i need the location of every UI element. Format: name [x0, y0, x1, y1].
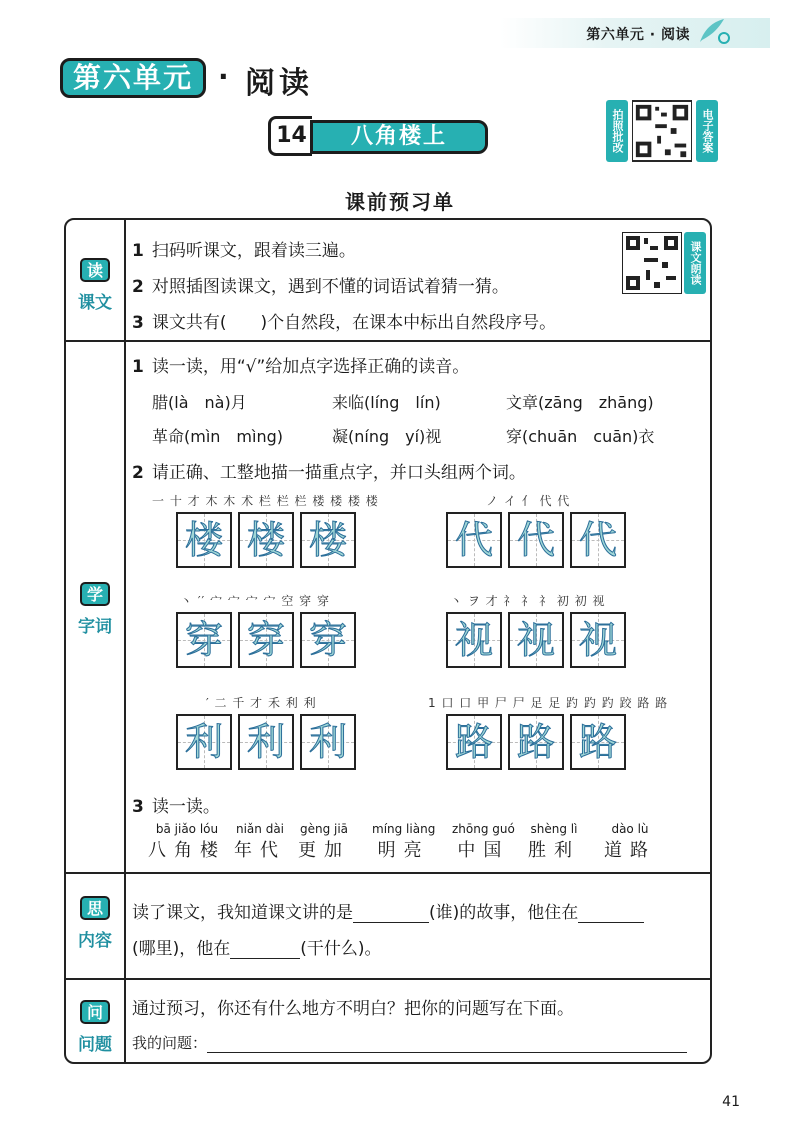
category-learn [66, 582, 124, 637]
qr-top-block[interactable] [606, 100, 718, 162]
question-prompt: 通过预习，你还有什么地方不明白？把你的问题写在下面。 [132, 999, 574, 1019]
answer-blank[interactable] [578, 922, 644, 923]
think-line-2: (哪里)，他在 (干什么)。 [132, 939, 382, 959]
qr-read-label: 课文朗读 [684, 232, 706, 294]
prep-title: 课前预习单 [345, 190, 455, 214]
row-divider [66, 978, 710, 980]
learn-question-1: 1 读一读，用“√”给加点字选择正确的读音。 [132, 357, 470, 377]
trace-grid[interactable]: 视 [508, 612, 564, 668]
trace-grid[interactable]: 穿 [300, 612, 356, 668]
read-item-1: 1 扫码听课文，跟着读三遍。 [132, 241, 356, 261]
column-divider [124, 220, 126, 1062]
row-divider [66, 872, 710, 874]
question-line: 我的问题： [132, 1032, 687, 1053]
stroke-order: 丶 ヲ 才 礻 礻 礻 初 初 视 [450, 594, 606, 608]
category-read [66, 258, 124, 313]
page-number: 41 [722, 1094, 740, 1110]
trace-grid[interactable]: 代 [508, 512, 564, 568]
trace-grid[interactable]: 代 [570, 512, 626, 568]
learn-question-3: 3 读一读。 [132, 797, 220, 817]
vocab-word: dào lù 道路 [604, 822, 656, 861]
vocab-word: bā jiǎo lóu 八角楼 [148, 822, 226, 861]
trace-grid[interactable]: 视 [446, 612, 502, 668]
vocab-word: míng liàng 明亮 [372, 822, 436, 861]
qr-top-left-label: 拍照批改 [606, 100, 628, 162]
read-item-2: 2 对照插图读课文，遇到不懂的词语试着猜一猜。 [132, 277, 509, 297]
pinyin-item[interactable]: 革命(mìn mìng) [152, 427, 283, 446]
trace-grid[interactable]: 楼 [176, 512, 232, 568]
stroke-order: 1 口 口 甲 尸 尸 足 足 趵 趵 趵 跤 路 路 [428, 696, 669, 710]
trace-grid[interactable]: 利 [300, 714, 356, 770]
pinyin-item[interactable]: 来临(líng lín) [332, 393, 441, 412]
think-line-1: 读了课文，我知道课文讲的是 (谁)的故事，他住在 [132, 898, 644, 923]
stroke-order: 丶 ′′ 宀 宀 宀 宀 空 穿 穿 [180, 594, 330, 608]
pinyin-item[interactable]: 凝(níng yí)视 [332, 427, 442, 446]
unit-badge: 第六单元 [60, 58, 206, 98]
category-badge: 学 [80, 582, 110, 606]
category-label: 字词 [78, 617, 112, 637]
answer-blank[interactable] [230, 958, 300, 959]
vocab-word: gèng jiā 更加 [298, 822, 350, 861]
trace-grid[interactable]: 代 [446, 512, 502, 568]
vocab-word: zhōng guó 中国 [452, 822, 515, 861]
stroke-order: 一 十 才 木 木 术 栏 栏 栏 楼 楼 楼 楼 [152, 494, 379, 508]
unit-title: 阅读 [245, 66, 313, 101]
answer-blank[interactable] [207, 1052, 687, 1053]
category-badge: 读 [80, 258, 110, 282]
category-badge: 思 [80, 896, 110, 920]
category-think [66, 896, 124, 951]
qr-top-right-label: 电子答案 [696, 100, 718, 162]
pinyin-item[interactable]: 文章(zāng zhāng) [506, 393, 654, 412]
vocab-word: shèng lì 胜利 [528, 822, 580, 861]
answer-blank[interactable] [353, 922, 429, 923]
trace-grid[interactable]: 穿 [176, 612, 232, 668]
learn-question-2: 2 请正确、工整地描一描重点字，并口头组两个词。 [132, 463, 526, 483]
lesson-title: 八角楼上 [310, 120, 488, 154]
qr-code-icon[interactable] [632, 100, 692, 162]
prep-table [64, 218, 712, 1064]
category-question [66, 1000, 124, 1055]
trace-grid[interactable]: 视 [570, 612, 626, 668]
trace-grid[interactable]: 穿 [238, 612, 294, 668]
qr-code-icon[interactable] [622, 232, 682, 294]
category-label: 课文 [78, 293, 112, 313]
stroke-order: ノ イ 亻 代 代 [486, 494, 571, 508]
trace-grid[interactable]: 路 [508, 714, 564, 770]
row-divider [66, 340, 710, 342]
trace-grid[interactable]: 利 [176, 714, 232, 770]
trace-grid[interactable]: 楼 [300, 512, 356, 568]
pinyin-item[interactable]: 腊(là nà)月 [152, 393, 247, 412]
unit-separator: · [218, 60, 229, 93]
pinyin-item[interactable]: 穿(chuān cuān)衣 [506, 427, 655, 446]
category-label: 内容 [78, 931, 112, 951]
category-label: 问题 [78, 1035, 112, 1055]
trace-grid[interactable]: 楼 [238, 512, 294, 568]
stroke-order: ′ 二 千 才 禾 利 利 [206, 696, 317, 710]
vocab-word: niǎn dài 年代 [234, 822, 286, 861]
lesson-number: 14 [268, 116, 312, 156]
trace-grid[interactable]: 利 [238, 714, 294, 770]
read-item-3: 3 课文共有( )个自然段，在课本中标出自然段序号。 [132, 313, 557, 333]
feather-icon [694, 16, 732, 46]
trace-grid[interactable]: 路 [446, 714, 502, 770]
trace-grid[interactable]: 路 [570, 714, 626, 770]
category-badge: 问 [80, 1000, 110, 1024]
section-header: 第六单元 · 阅读 [586, 27, 690, 43]
qr-read-block[interactable] [622, 232, 706, 294]
